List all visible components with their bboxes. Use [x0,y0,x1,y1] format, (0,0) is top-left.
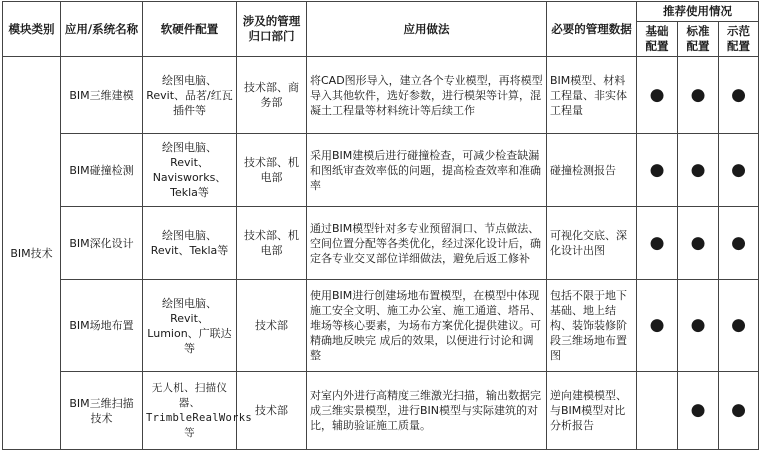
hardware-cell: 绘图电脑、Revit、Navisworks、Tekla等 [143,134,237,207]
app-name-cell: BIM三维扫描技术 [61,372,143,450]
practice-cell: 使用BIM进行创建场地布置模型，在模型中体现施工安全文明、施工办公室、施工通道、塔吊、堆场等核心要素，为场布方案优化提供建议。可精确地反映完 成后的效果，以便进行讨论和调整 [307,280,547,372]
standard-config-dot: ● [678,280,719,372]
app-name-cell: BIM碰撞检测 [61,134,143,207]
standard-config-dot: ● [678,207,719,280]
table-header [3,2,759,57]
hardware-cell: 绘图电脑、Revit、Tekla等 [143,207,237,280]
header-app-name: 应用/系统名称 [61,2,143,57]
header-department: 涉及的管理归口部门 [237,2,307,57]
basic-config-dot: ● [637,280,678,372]
table-row [3,57,759,134]
basic-config-dot: ● [637,134,678,207]
bim-technology-table [2,1,759,450]
demo-config-dot: ● [719,207,759,280]
practice-cell: 通过BIM模型针对多专业预留洞口、节点做法、空间位置分配等各类优化，经过深化设计后，确定各专业交叉部位详细做法，避免后返工修补 [307,207,547,280]
management-data-cell: 碰撞检测报告 [547,134,637,207]
table-body [3,57,759,450]
department-cell: 技术部 [237,280,307,372]
table-row [3,134,759,207]
header-basic-config: 基础配置 [637,22,678,57]
standard-config-dot: ● [678,134,719,207]
practice-cell: 采用BIM建模后进行碰撞检查，可减少检查缺漏和图纸审查效率低的问题，提高检查效率和准确率 [307,134,547,207]
management-data-cell: 逆向建模模型、与BIM模型对比分析报告 [547,372,637,450]
practice-cell: 对室内外进行高精度三维激光扫描，输出数据完成三维实景模型，进行BIN模型与实际建筑的对比，辅助验证施工质量。 [307,372,547,450]
demo-config-dot: ● [719,57,759,134]
basic-config-dot: ● [637,207,678,280]
header-standard-config: 标准配置 [678,22,719,57]
department-cell: 技术部、机电部 [237,134,307,207]
module-category-cell: BIM技术 [3,57,61,450]
standard-config-dot: ● [678,372,719,450]
department-cell: 技术部、商务部 [237,57,307,134]
management-data-cell: 可视化交底、深化设计出图 [547,207,637,280]
header-recommended-usage: 推荐使用情况 [637,2,759,22]
basic-config-dot: ● [637,57,678,134]
app-name-cell: BIM三维建模 [61,57,143,134]
table-row [3,207,759,280]
header-demo-config: 示范配置 [719,22,759,57]
hardware-cell: 绘图电脑、Revit、Lumion、广联达等 [143,280,237,372]
header-module: 模块类别 [3,2,61,57]
demo-config-dot: ● [719,134,759,207]
management-data-cell: 包括不限于地下基础、地上结构、装饰装修阶段三维场地布置图 [547,280,637,372]
department-cell: 技术部、机电部 [237,207,307,280]
standard-config-dot: ● [678,57,719,134]
demo-config-dot: ● [719,280,759,372]
table-row [3,280,759,372]
app-name-cell: BIM深化设计 [61,207,143,280]
demo-config-dot: ● [719,372,759,450]
hardware-cell: 无人机、扫描仪器、TrimbleRealWorks等 [143,372,237,450]
department-cell: 技术部 [237,372,307,450]
basic-config-dot [637,372,678,450]
practice-cell: 将CAD图形导入，建立各个专业模型，再将模型导入其他软件，选好参数，进行模架等计算，混凝土工程量等材料统计等后续工作 [307,57,547,134]
table-row [3,372,759,450]
hardware-cell: 绘图电脑、Revit、品茗/红瓦插件等 [143,57,237,134]
header-practice: 应用做法 [307,2,547,57]
header-management-data: 必要的管理数据 [547,2,637,57]
app-name-cell: BIM场地布置 [61,280,143,372]
management-data-cell: BIM模型、材料工程量、非实体工程量 [547,57,637,134]
header-hardware-software: 软硬件配置 [143,2,237,57]
